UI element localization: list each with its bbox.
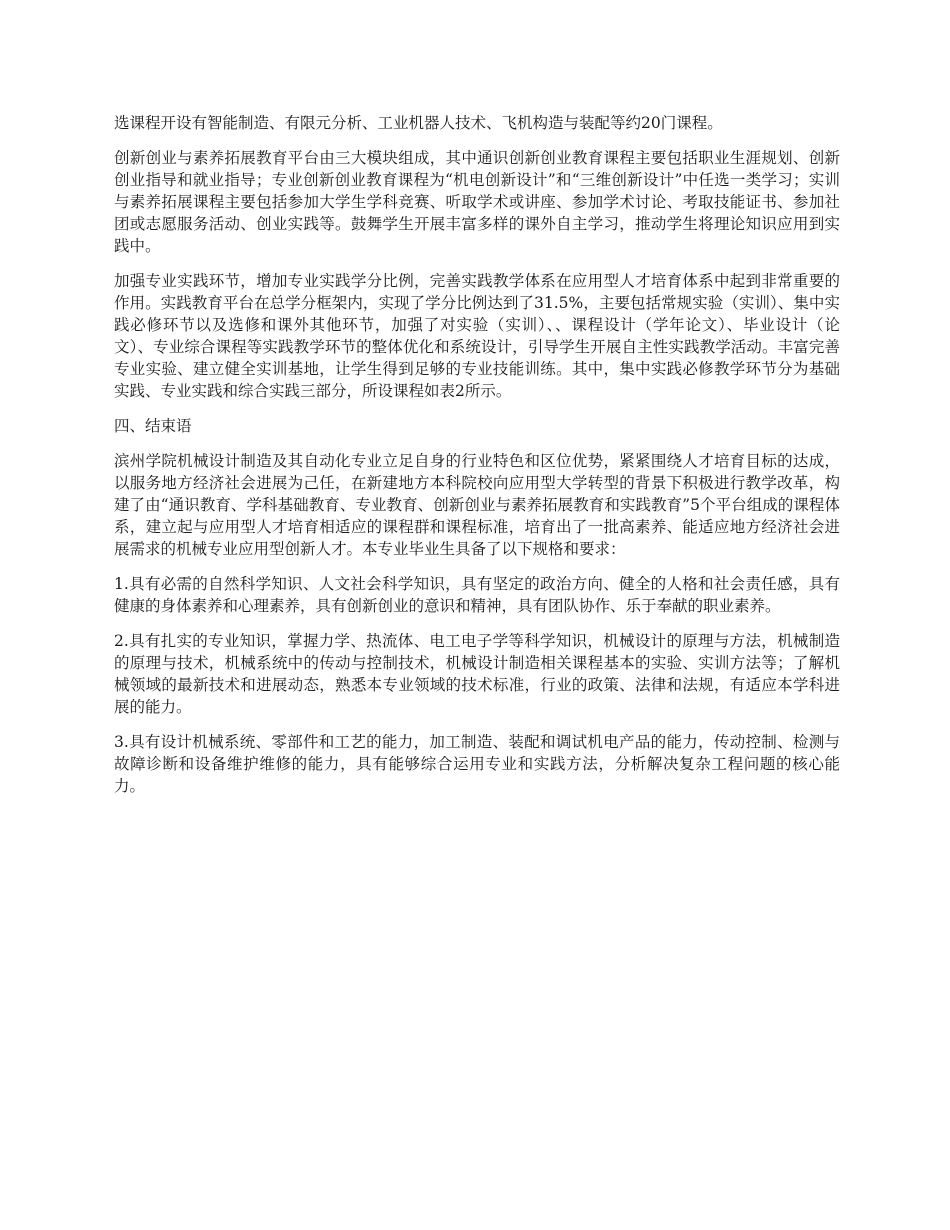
paragraph-practice-platform: 加强专业实践环节，增加专业实践学分比例，完善实践教学体系在应用型人才培育体系中起到非常重要的作用。实践教育平台在总学分框架内，实现了学分比例达到了31.5%，主要包括常规实验（实训）、集中实践必修环节以及选修和课外其他环节，加强了对实验（实训）、、课程设计（学年论文）、毕业设计（论文）、专业综合课程等实践教学环节的整体优化和系统设计，引导学生开展自主性实践教学活动。丰富完善专业实验、建立健全实训基地，让学生得到足够的专业技能训练。其中，集中实践必修教学环节分为基础实践、专业实践和综合实践三部分，所设课程如表2所示。 bbox=[114, 272, 840, 400]
paragraph-conclusion: 滨州学院机械设计制造及其自动化专业立足自身的行业特色和区位优势，紧紧围绕人才培育目标的达成，以服务地方经济社会进展为己任，在新建地方本科院校向应用型大学转型的背景下积极进行教学改革，构建了由“通识教育、学科基础教育、专业教育、创新创业与素养拓展教育和实践教育”5个平台组成的课程体系，建立起与应用型人才培育相适应的课程群和课程标准，培育出了一批高素养、能适应地方经济社会进展需求的机械专业应用型创新人才。本专业毕业生具备了以下规格和要求： bbox=[114, 452, 840, 558]
requirement-item-2: 2.具有扎实的专业知识，掌握力学、热流体、电工电子学等科学知识，机械设计的原理与方法，机械制造的原理与技术，机械系统中的传动与控制技术，机械设计制造相关课程基本的实验、实训方法等；了解机械领域的最新技术和进展动态，熟悉本专业领域的技术标准，行业的政策、法律和法规，有适应本学科进展的能力。 bbox=[114, 632, 840, 716]
paragraph-course-list: 选课程开设有智能制造、有限元分析、工业机器人技术、飞机构造与装配等约20门课程。 bbox=[114, 114, 723, 132]
requirement-item-1: 1.具有必需的自然科学知识、人文社会科学知识，具有坚定的政治方向、健全的人格和社会责任感，具有健康的身体素养和心理素养，具有创新创业的意识和精神，具有团队协作、乐于奉献的职业素养。 bbox=[114, 575, 840, 615]
section-heading-conclusion: 四、结束语 bbox=[114, 417, 192, 435]
requirement-item-3: 3.具有设计机械系统、零部件和工艺的能力，加工制造、装配和调试机电产品的能力，传动控制、检测与故障诊断和设备维护维修的能力，具有能够综合运用专业和实践方法，分析解决复杂工程问题的核心能力。 bbox=[114, 733, 840, 795]
document-body bbox=[114, 112, 840, 810]
paragraph-innovation-platform: 创新创业与素养拓展教育平台由三大模块组成，其中通识创新创业教育课程主要包括职业生涯规划、创新创业指导和就业指导；专业创新创业教育课程为“机电创新设计”和“三维创新设计”中任选一类学习；实训与素养拓展课程主要包括参加大学生学科竞赛、听取学术或讲座、参加学术讨论、考取技能证书、参加社团或志愿服务活动、创业实践等。鼓舞学生开展丰富多样的课外自主学习，推动学生将理论知识应用到实践中。 bbox=[114, 149, 840, 255]
